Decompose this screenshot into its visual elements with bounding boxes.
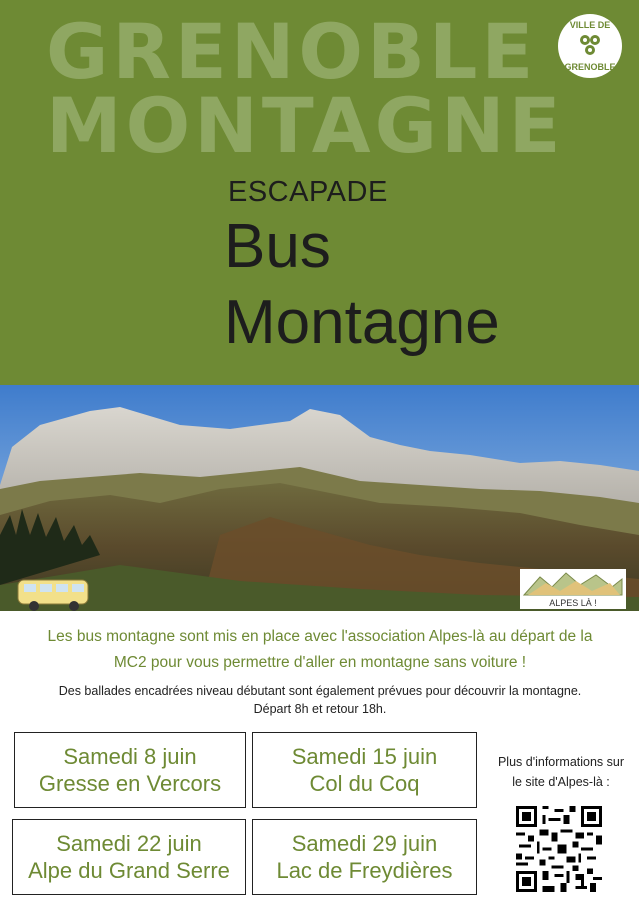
kicker-escapade: ESCAPADE xyxy=(228,176,388,208)
outing-date: Samedi 15 juin xyxy=(291,744,438,769)
bus-icon xyxy=(16,576,96,614)
seal-text-top: VILLE DE xyxy=(569,20,611,30)
outing-place: Col du Coq xyxy=(309,771,420,796)
title-line-1: Bus xyxy=(224,212,331,281)
alpes-la-logo-text: ALPES LÀ ! xyxy=(549,598,597,608)
more-info-line-1: Plus d'informations sur xyxy=(497,755,625,769)
intro-text xyxy=(10,624,630,676)
more-info-line-2: le site d'Alpes-là : xyxy=(512,775,610,789)
ville-de-grenoble-seal-icon[interactable] xyxy=(558,14,622,78)
header-banner xyxy=(0,0,639,385)
seal-text-bottom: GRENOBLE xyxy=(564,62,616,72)
outing-date: Samedi 29 juin xyxy=(291,831,438,856)
outing-card xyxy=(14,732,246,808)
outing-place: Lac de Freydières xyxy=(276,858,453,883)
outing-place: Gresse en Vercors xyxy=(38,771,222,796)
background-word-grenoble: GRENOBLE xyxy=(46,7,538,96)
intro-line-1: Les bus montagne sont mis en place avec l'association Alpes-là au départ de la xyxy=(47,628,593,645)
walks-note xyxy=(20,682,620,718)
title-line-2: Montagne xyxy=(224,288,500,357)
intro-line-2: MC2 pour vous permettre d'aller en montagne sans voiture ! xyxy=(113,654,527,671)
outing-date: Samedi 8 juin xyxy=(63,744,197,769)
qr-code-icon[interactable] xyxy=(516,806,602,897)
note-line-1: Des ballades encadrées niveau débutant sont également prévues pour découvrir la montagne. xyxy=(58,684,582,698)
outing-place: Alpe du Grand Serre xyxy=(28,858,230,883)
outing-card xyxy=(252,732,477,808)
note-line-2: Départ 8h et retour 18h. xyxy=(253,702,387,716)
alpes-la-logo-icon[interactable] xyxy=(520,569,626,609)
more-info-text xyxy=(488,752,634,792)
outing-date: Samedi 22 juin xyxy=(56,831,202,856)
background-word-montagne: MONTAGNE xyxy=(46,81,565,170)
snowflake-icon xyxy=(576,32,604,60)
outing-card xyxy=(252,819,477,895)
outing-card xyxy=(12,819,246,895)
